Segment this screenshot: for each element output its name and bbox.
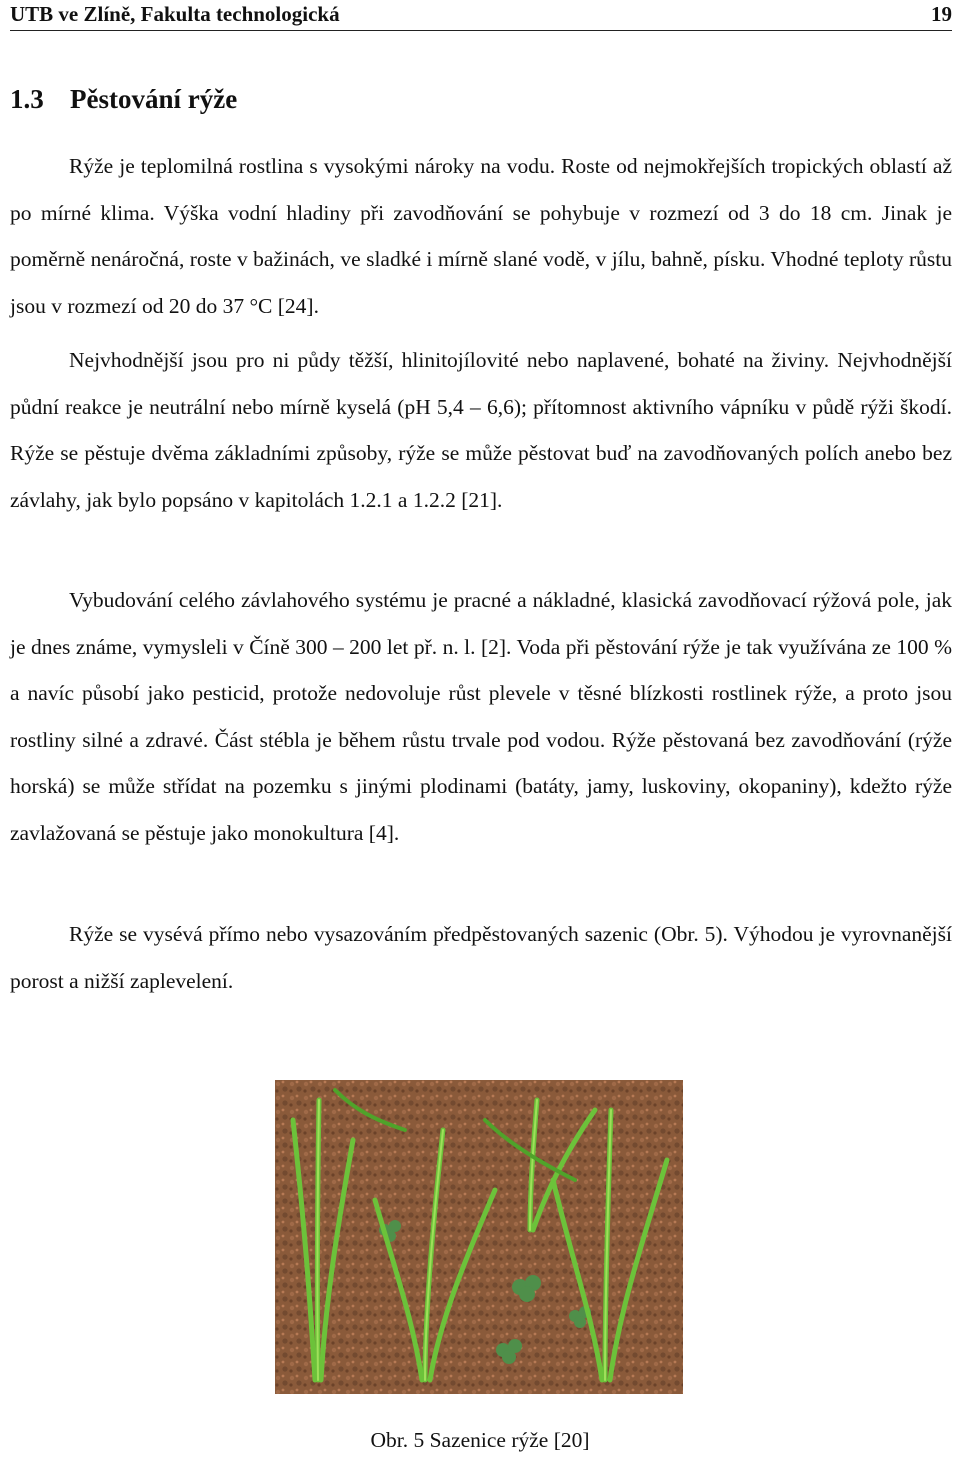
paragraph-1: Rýže je teplomilná rostlina s vysokými nároky na vodu. Roste od nejmokřejších tropických oblastí až po mírné klima. Výška vodní hladiny při zavodňování se pohybuje v rozmezí od 3 do 18 cm. Jinak je poměrně nenáročná, roste v bažinách, ve sladké i mírně slané vodě, v jílu, bahně, písku. Vhodné teploty růstu jsou v rozmezí od 20 do 37 °C [24]. — [10, 154, 952, 318]
figure-caption: Obr. 5 Sazenice rýže [20] — [370, 1428, 590, 1452]
section-title: Pěstování rýže — [70, 84, 238, 114]
rice-seedlings-photo — [275, 1080, 683, 1394]
paragraph-4: Rýže se vysévá přímo nebo vysazováním předpěstovaných sazenic (Obr. 5). Výhodou je vyrovnanější porost a nižší zaplevelení. — [10, 922, 952, 993]
header-title: UTB ve Zlíně, Fakulta technologická — [10, 2, 340, 26]
page-header — [10, 0, 952, 31]
page-number: 19 — [931, 2, 952, 26]
paragraph-3: Vybudování celého závlahového systému je pracné a nákladné, klasická zavodňovací rýžová pole, jak je dnes známe, vymysleli v Číně 300 – 200 let př. n. l. [2]. Voda při pěstování rýže je tak využívána ze 100 % a navíc působí jako pesticid, protože nedovoluje růst plevele v těsné blízkosti rostlinek rýže, a proto jsou rostliny silné a zdravé. Část stébla je během růstu trvale pod vodou. Rýže pěstovaná bez zavodňování (rýže horská) se může střídat na pozemku s jinými plodinami (batáty, jamy, luskoviny, okopaniny), kdežto rýže zavlažovaná se pěstuje jako monokultura [4]. — [10, 588, 952, 845]
section-heading — [10, 84, 237, 115]
section-number: 1.3 — [10, 84, 44, 114]
paragraph-2: Nejvhodnější jsou pro ni půdy těžší, hlinitojílovité nebo naplavené, bohaté na živiny. Nejvhodnější půdní reakce je neutrální nebo mírně kyselá (pH 5,4 – 6,6); přítomnost aktivního vápníku v půdě rýži škodí. Rýže se pěstuje dvěma základními způsoby, rýže se může pěstovat buď na zavodňovaných polích anebo bez závlahy, jak bylo popsáno v kapitolách 1.2.1 a 1.2.2 [21]. — [10, 348, 952, 512]
